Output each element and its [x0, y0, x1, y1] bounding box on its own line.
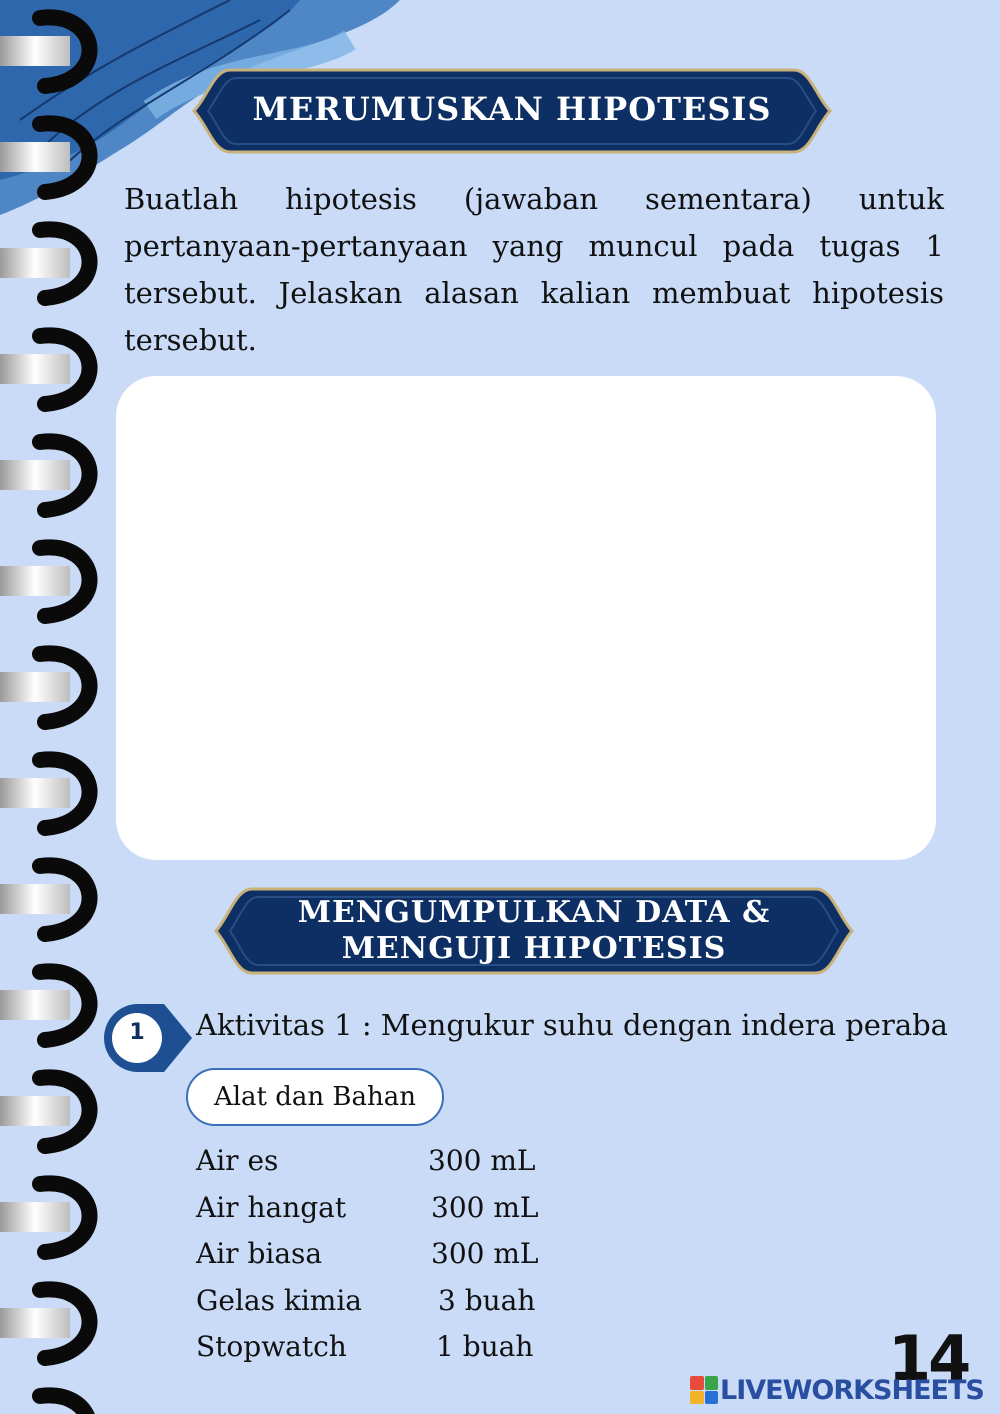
section-title-line2: MENGUJI HIPOTESIS [341, 931, 727, 966]
list-item [196, 1138, 616, 1185]
activity-number-badge [104, 1002, 196, 1074]
notebook-spiral [0, 0, 110, 1414]
section-banner-hipotesis [190, 66, 834, 156]
list-item [196, 1231, 616, 1278]
section-title: MERUMUSKAN HIPOTESIS [252, 90, 772, 128]
material-qty: 1 buah [436, 1330, 534, 1363]
instruction-text: Buatlah hipotesis (jawaban sementara) untuk pertanyaan-pertanyaan yang muncul pada tugas 1 tersebut. Jelaskan alasan kalian membuat hipotesis tersebut. [124, 182, 944, 357]
liveworksheets-logo-icon [690, 1376, 718, 1404]
material-qty: 300 mL [431, 1190, 539, 1224]
section-banner-data [212, 885, 856, 977]
brand-name: LIVEWORKSHEETS [720, 1374, 984, 1406]
material-name: Air es [196, 1144, 279, 1177]
material-name: Gelas kimia [196, 1283, 362, 1317]
activity-number: 1 [129, 1020, 145, 1045]
page-number: 14 [888, 1322, 969, 1395]
material-qty: 300 mL [428, 1144, 536, 1177]
list-item [196, 1324, 616, 1371]
material-name: Air hangat [196, 1190, 347, 1224]
brand-logo[interactable] [690, 1370, 995, 1410]
list-item [196, 1278, 616, 1325]
material-name: Stopwatch [196, 1330, 347, 1363]
material-qty: 3 buah [438, 1283, 536, 1317]
material-qty: 300 mL [431, 1237, 539, 1270]
section-title-two [212, 895, 856, 967]
materials-list [196, 1138, 616, 1371]
section-title-line1: MENGUMPULKAN DATA & [297, 895, 771, 930]
list-item [196, 1185, 616, 1232]
material-name: Air biasa [196, 1237, 323, 1270]
hypothesis-answer-input[interactable] [116, 376, 936, 860]
materials-label: Alat dan Bahan [186, 1068, 444, 1126]
activity-title: Aktivitas 1 : Mengukur suhu dengan indera peraba [196, 1008, 948, 1042]
